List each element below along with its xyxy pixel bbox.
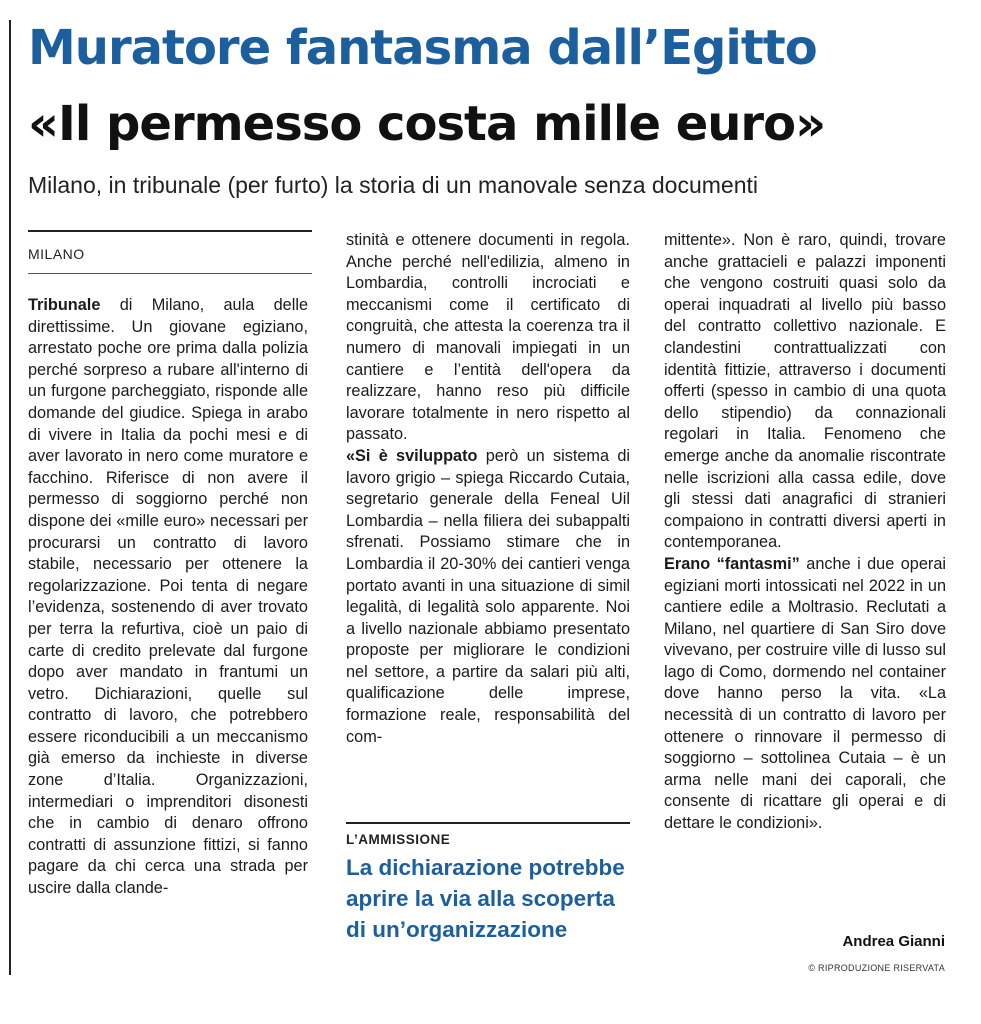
sidebar-rule — [346, 822, 630, 824]
column-1-paragraph — [28, 295, 308, 900]
subheadline: Milano, in tribunale (per furto) la storia di un manovale senza documenti — [28, 172, 758, 198]
left-column-rule — [9, 20, 11, 975]
copyright-notice: © RIPRODUZIONE RISERVATA — [808, 963, 945, 973]
dateline: MILANO — [28, 246, 85, 262]
sidebar-label: L’AMMISSIONE — [346, 832, 451, 847]
headline-line-2: «Il permesso costa mille euro» — [28, 96, 826, 152]
column-2-lead: «Si è sviluppato — [346, 446, 478, 465]
article-column-1 — [28, 295, 308, 900]
column-3-paragraph-1: mittente». Non è raro, quindi, trovare anche grattacieli e palazzi imponenti che vengono costruiti quasi solo da operai inquadrati al livello più basso del contratto collettivo nazionale. E clandestini contrattualizzati con identità fittizie, attraverso i documenti offerti (spesso in cambio di una quota dello stipendio) da connazionali regolari in Italia. Fenomeno che emerge anche da anomalie riscontrate nelle iscrizioni alla cassa edile, dove gli stessi dati anagrafici di stranieri compaiono in contratti diversi aperti in contemporanea. — [664, 231, 946, 552]
column-3-paragraph-2 — [664, 554, 946, 835]
byline: Andrea Gianni — [842, 933, 945, 950]
column-1-text: di Milano, aula delle direttissime. Un giovane egiziano, arrestato poche ore prima dalla polizia perché sorpreso a rubare all'interno di un furgone parcheggiato, risponde alle domande del giudice. Spiega in arabo di vivere in Italia da pochi mesi e di aver lavorato in nero come muratore e facchino. Riferisce di non avere il permesso di soggiorno perché non dispone dei «mille euro» necessari per procurarsi un contratto di lavoro stabile, necessario per ottenere la regolarizzazione. Poi tenta di negare l’evidenza, sostenendo di aver trovato per terra la refurtiva, cioè un paio di carte di credito prelevate dal furgone dopo aver mandato in frantumi un vetro. Dichiarazioni, quelle sul contratto di lavoro, che potrebbero essere riconducibili a un meccanismo già emerso da inchieste in diverse zone d’Italia. Organizzazioni, intermediari o imprenditori disonesti che in cambio di denaro offrono contratti di assunzione fittizi, si fanno pagare da chi cerca una strada per uscire dalla clande- — [28, 296, 308, 898]
column-1-lead: Tribunale — [28, 296, 101, 314]
dateline-rule-top — [28, 230, 312, 232]
headline-line-1: Muratore fantasma dall’Egitto — [28, 20, 817, 76]
column-3-lead: Erano “fantasmi” — [664, 554, 800, 573]
column-2-text: però un sistema di lavoro grigio – spiega Riccardo Cutaia, segretario generale della Feneal Uil Lombardia – nella filiera dei subappalti sfrenati. Possiamo stimare che in Lombardia il 20-30% dei cantieri venga portato avanti in una situazione di simil legalità, di legalità solo apparente. Noi a livello nazionale abbiamo presentato proposte per migliorare le condizioni nel settore, a partire da salari più alti, qualificazione delle imprese, formazione reale, responsabilità del com- — [346, 446, 630, 746]
dateline-rule-bottom — [28, 273, 312, 274]
column-3-text: anche i due operai egiziani morti intossicati nel 2022 in un cantiere edile a Moltrasio. Reclutati a Milano, nel quartiere di San Siro dove vivevano, per costruire ville di lusso sul lago di Como, dormendo nel container dove hanno perso la vita. «La necessità di un contratto di lavoro per ottenere o rinnovare il permesso di soggiorno – sottolinea Cutaia – è un arma nelle mani dei caporali, che consente di ricattare gli operai e di dettare le condizioni». — [664, 554, 946, 833]
sidebar-title: La dichiarazione potrebbe aprire la via alla scoperta di un’organizzazione — [346, 855, 625, 942]
column-2-paragraph-2 — [346, 446, 630, 748]
column-2-paragraph-1: stinità e ottenere documenti in regola. Anche perché nell'edilizia, almeno in Lombardia, controlli incrociati e meccanismi come il certificato di congruità, che attesta la coerenza tra il numero di manovali impiegati in un cantiere e l’entità dell'opera da realizzare, hanno reso più difficile lavorare totalmente in nero rispetto al passato. — [346, 231, 630, 444]
article-column-3 — [664, 230, 946, 835]
article-column-2 — [346, 230, 630, 748]
